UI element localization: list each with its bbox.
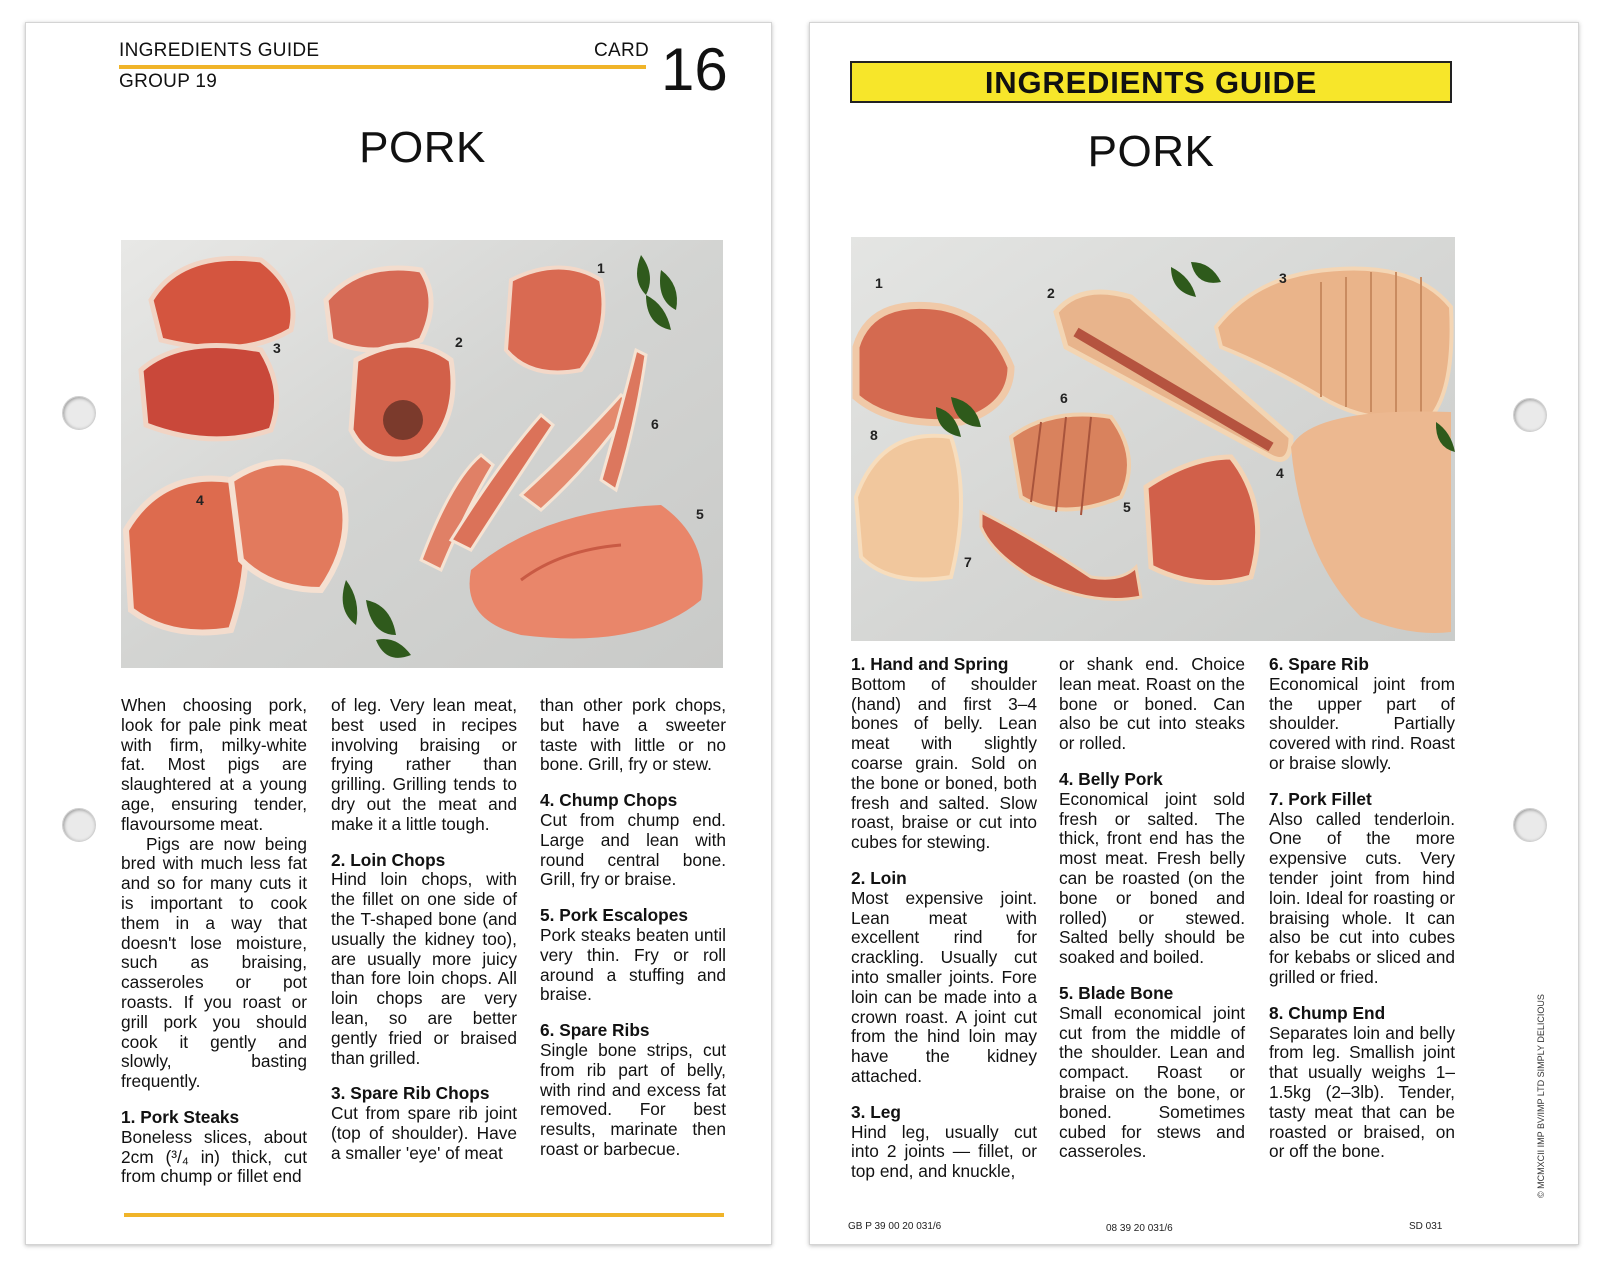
section-title: 6. Spare Ribs xyxy=(540,1020,650,1041)
section-spare-ribs xyxy=(540,1021,726,1160)
section-title: 6. Spare Rib xyxy=(1269,654,1369,674)
pork-cuts-photo xyxy=(121,240,723,668)
card-label: CARD xyxy=(594,40,650,61)
section-body: Pork steaks beaten until very thin. Fry or roll around a stuffing and braise. xyxy=(540,924,726,1005)
binder-hole-top xyxy=(62,396,96,430)
page-title: PORK xyxy=(1087,127,1215,176)
section-body: Also called tenderloin. One of the more expensive cuts. Very tender joint from hind loin. Ideal for roasting or braising whole. It can also be cut into cubes for kebabs or sliced and grilled or fried. xyxy=(1269,808,1455,987)
pork-cuts-illustration xyxy=(121,240,723,668)
binder-hole-bottom xyxy=(1513,808,1547,842)
section-title: 3. Leg xyxy=(851,1101,901,1122)
photo-label-6: 6 xyxy=(651,416,659,432)
left-text-column-2 xyxy=(331,696,517,1180)
footer-code-right: SD 031 xyxy=(1409,1221,1443,1232)
section-title: 4. Chump Chops xyxy=(540,790,678,811)
right-text-column-1 xyxy=(851,655,1037,1198)
pork-joints-photo xyxy=(851,237,1455,641)
section-loin-chops xyxy=(331,851,517,1069)
footer-code-center: 08 39 20 031/6 xyxy=(1106,1223,1173,1234)
section-spare-rib xyxy=(1269,655,1455,774)
photo-label-4: 4 xyxy=(196,492,204,508)
section-body: Boneless slices, about 2cm (³/₄ in) thick, cut from chump or fillet end xyxy=(121,1126,307,1187)
footer-code-left: GB P 39 00 20 031/6 xyxy=(848,1221,942,1232)
section-chump-chops xyxy=(540,791,726,890)
section-title: 3. Spare Rib Chops xyxy=(331,1083,490,1104)
banner-title: INGREDIENTS GUIDE xyxy=(850,61,1452,103)
photo-label-6: 6 xyxy=(1060,390,1068,406)
photo-label-1: 1 xyxy=(875,275,883,291)
left-text-column-1 xyxy=(121,696,307,1203)
continued-paragraph: than other pork chops, but have a sweeter taste with little or no bone. Grill, fry or stew. xyxy=(540,695,726,775)
left-card xyxy=(25,22,772,1245)
section-pork-fillet xyxy=(1269,790,1455,988)
section-body: Separates loin and belly from leg. Smallish joint that usually weighs 1–1.5kg (2–3lb). Tender, tasty meat that can be roasted or braised, on or off the bone. xyxy=(1269,1022,1455,1162)
section-body: Economical joint sold fresh or salted. The thick, front end has the most meat. Fresh belly can be roasted (on the bone or boned and rolled) or stewed. Salted belly should be soaked and boiled. xyxy=(1059,788,1245,968)
section-body: Economical joint from the upper part of shoulder. Partially covered with rind. Roast or braise slowly. xyxy=(1269,673,1455,773)
continued-paragraph: or shank end. Choice lean meat. Roast on the bone or boned. Can also be cut into steaks or rolled. xyxy=(1059,654,1245,754)
section-body: Most expensive joint. Lean meat with excellent rind for crackling. Usually cut into smaller joints. Fore loin can be made into a crown roast. A joint cut from the hind loin may have the kidney attached. xyxy=(851,887,1037,1086)
intro-paragraph-2: Pigs are now being bred with much less fat and so for many cuts it is important to cook them in a way that doesn't lose moisture, such as braising, casseroles or pot roasts. If you roast or grill pork you should cook it gently and slowly, basting frequently. xyxy=(121,833,307,1092)
photo-label-5: 5 xyxy=(696,506,704,522)
section-title: 8. Chump End xyxy=(1269,1002,1386,1023)
section-title: 1. Pork Steaks xyxy=(121,1106,240,1127)
section-body: Hind loin chops, with the fillet on one side of the T-shaped bone (and usually the kidney too), are usually more juicy than fore loin chops. All loin chops are very lean, so are better gently fried or braised than grilled. xyxy=(331,869,517,1068)
section-body: Cut from spare rib joint (top of shoulder). Have a smaller 'eye' of meat xyxy=(331,1103,517,1163)
page-title: PORK xyxy=(359,123,486,172)
photo-label-3: 3 xyxy=(1279,270,1287,286)
photo-label-2: 2 xyxy=(455,334,463,350)
section-body: Cut from chump end. Large and lean with round central bone. Grill, fry or braise. xyxy=(540,809,726,890)
card-number: 16 xyxy=(661,36,728,103)
copyright-notice: © MCMXCII IMP BV/IMP LTD SIMPLY DELICIOUS xyxy=(1536,994,1546,1198)
section-leg xyxy=(851,1103,1037,1182)
group-label: GROUP 19 xyxy=(119,71,218,92)
section-body: Single bone strips, cut from rib part of belly, with rind and excess fat removed. For best results, marinate then roast or barbecue. xyxy=(540,1039,726,1159)
section-title: 5. Pork Escalopes xyxy=(540,905,688,926)
section-title: 2. Loin xyxy=(851,867,907,888)
section-chump-end xyxy=(1269,1004,1455,1162)
section-spare-rib-chops xyxy=(331,1084,517,1163)
photo-label-4: 4 xyxy=(1276,465,1284,481)
photo-label-8: 8 xyxy=(870,427,878,443)
section-loin xyxy=(851,869,1037,1087)
right-text-column-3 xyxy=(1269,655,1455,1178)
photo-label-3: 3 xyxy=(273,340,281,356)
photo-label-5: 5 xyxy=(1123,499,1131,515)
section-title: 5. Blade Bone xyxy=(1059,982,1174,1003)
photo-label-2: 2 xyxy=(1047,285,1055,301)
binder-hole-top xyxy=(1513,398,1547,432)
continued-paragraph: of leg. Very lean meat, best used in recipes involving braising or frying rather than grilling. Grilling tends to dry out the meat and make it a little tough. xyxy=(331,695,517,834)
section-pork-steaks xyxy=(121,1108,307,1187)
right-card xyxy=(809,22,1579,1245)
intro-paragraph: When choosing pork, look for pale pink meat with firm, milky-white fat. Most pigs are slaughtered at a young age, ensuring tender, flavoursome meat. xyxy=(121,695,307,834)
right-text-column-2 xyxy=(1059,655,1245,1178)
photo-label-1: 1 xyxy=(597,260,605,276)
section-title: 7. Pork Fillet xyxy=(1269,788,1372,809)
footer-rule xyxy=(124,1213,724,1217)
section-pork-escalopes xyxy=(540,906,726,1005)
header-rule xyxy=(119,65,646,69)
section-body: Small economical joint cut from the middle of the shoulder. Lean and compact. Roast or braise on the bone, or boned. Sometimes cubed for stews and casseroles. xyxy=(1059,1002,1245,1162)
header-label: INGREDIENTS GUIDE xyxy=(119,40,320,61)
section-hand-and-spring xyxy=(851,655,1037,853)
photo-label-7: 7 xyxy=(964,554,972,570)
pork-joints-illustration xyxy=(851,237,1455,641)
section-title: 1. Hand and Spring xyxy=(851,654,1009,674)
section-body: Bottom of shoulder (hand) and first 3–4 bones of belly. Lean meat with slightly coarse grain. Sold on the bone or boned, both fresh and salted. Slow roast, braise or cut into cubes for stewing. xyxy=(851,673,1037,853)
left-text-column-3 xyxy=(540,696,726,1176)
section-belly-pork xyxy=(1059,770,1245,968)
section-title: 2. Loin Chops xyxy=(331,849,446,870)
section-blade-bone xyxy=(1059,984,1245,1162)
section-title: 4. Belly Pork xyxy=(1059,768,1163,789)
section-body: Hind leg, usually cut into 2 joints — fillet, or top end, and knuckle, xyxy=(851,1121,1037,1182)
binder-hole-bottom xyxy=(62,808,96,842)
